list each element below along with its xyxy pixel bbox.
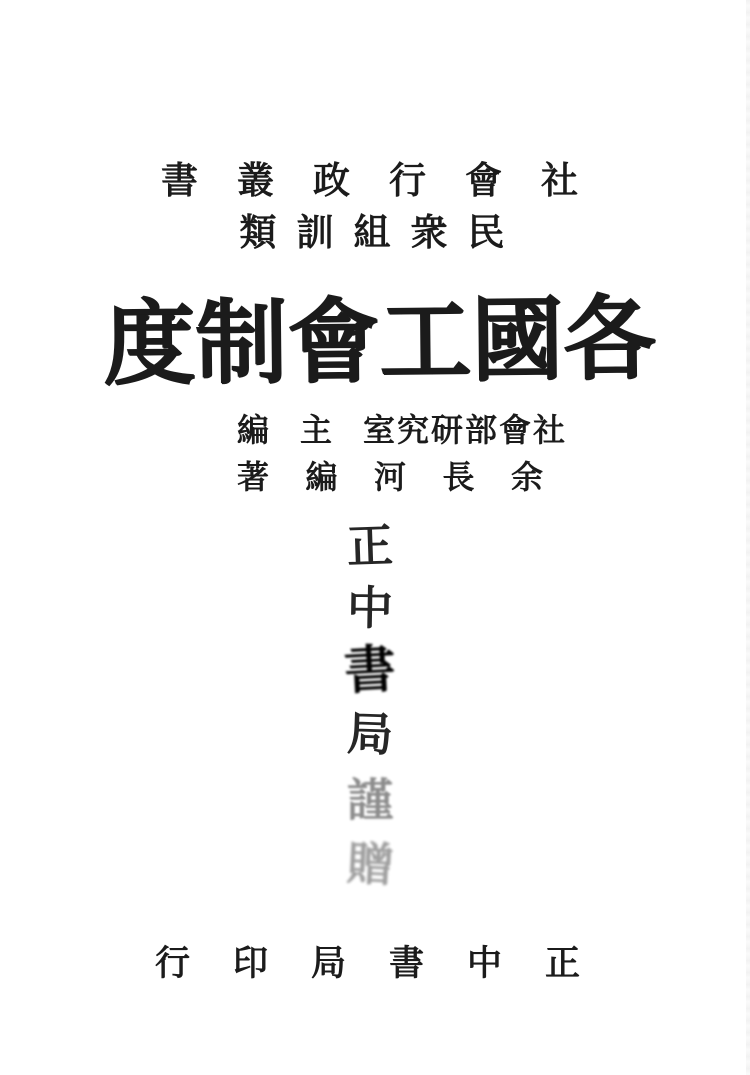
byline-text-run: 著 <box>237 459 272 495</box>
byline-text-run: 河 <box>373 459 408 495</box>
byline-text-run: 編 <box>305 459 340 495</box>
chief-editor-line <box>237 414 567 446</box>
byline-text-run: 編 <box>237 412 272 448</box>
publisher-imprint-line: 行印局書中正 <box>154 944 623 983</box>
scan-edge-artifact <box>746 0 750 1075</box>
series-title-line: 書叢政行會社 <box>161 161 617 202</box>
byline-text-run: 余 <box>510 459 545 495</box>
book-title-calligraphy: 度制會工國各 <box>102 288 656 396</box>
byline-text-run: 長 <box>442 459 477 495</box>
byline-text-run: 室究研部會社 <box>362 412 567 448</box>
inscription-char: 正 <box>346 520 394 573</box>
inscription-char-faded: 贈 <box>345 837 395 892</box>
inscription-char-faded: 謹 <box>347 775 393 826</box>
inscription-char: 局 <box>346 708 394 761</box>
inscription-char-blotched: 書 <box>342 640 398 701</box>
series-category-line: 類訓組衆民 <box>239 213 525 254</box>
byline-block <box>237 414 567 493</box>
inscription-char: 中 <box>346 582 394 635</box>
publisher-inscription-column <box>0 520 745 904</box>
author-line <box>237 461 567 493</box>
byline-text-run: 主 <box>299 412 334 448</box>
